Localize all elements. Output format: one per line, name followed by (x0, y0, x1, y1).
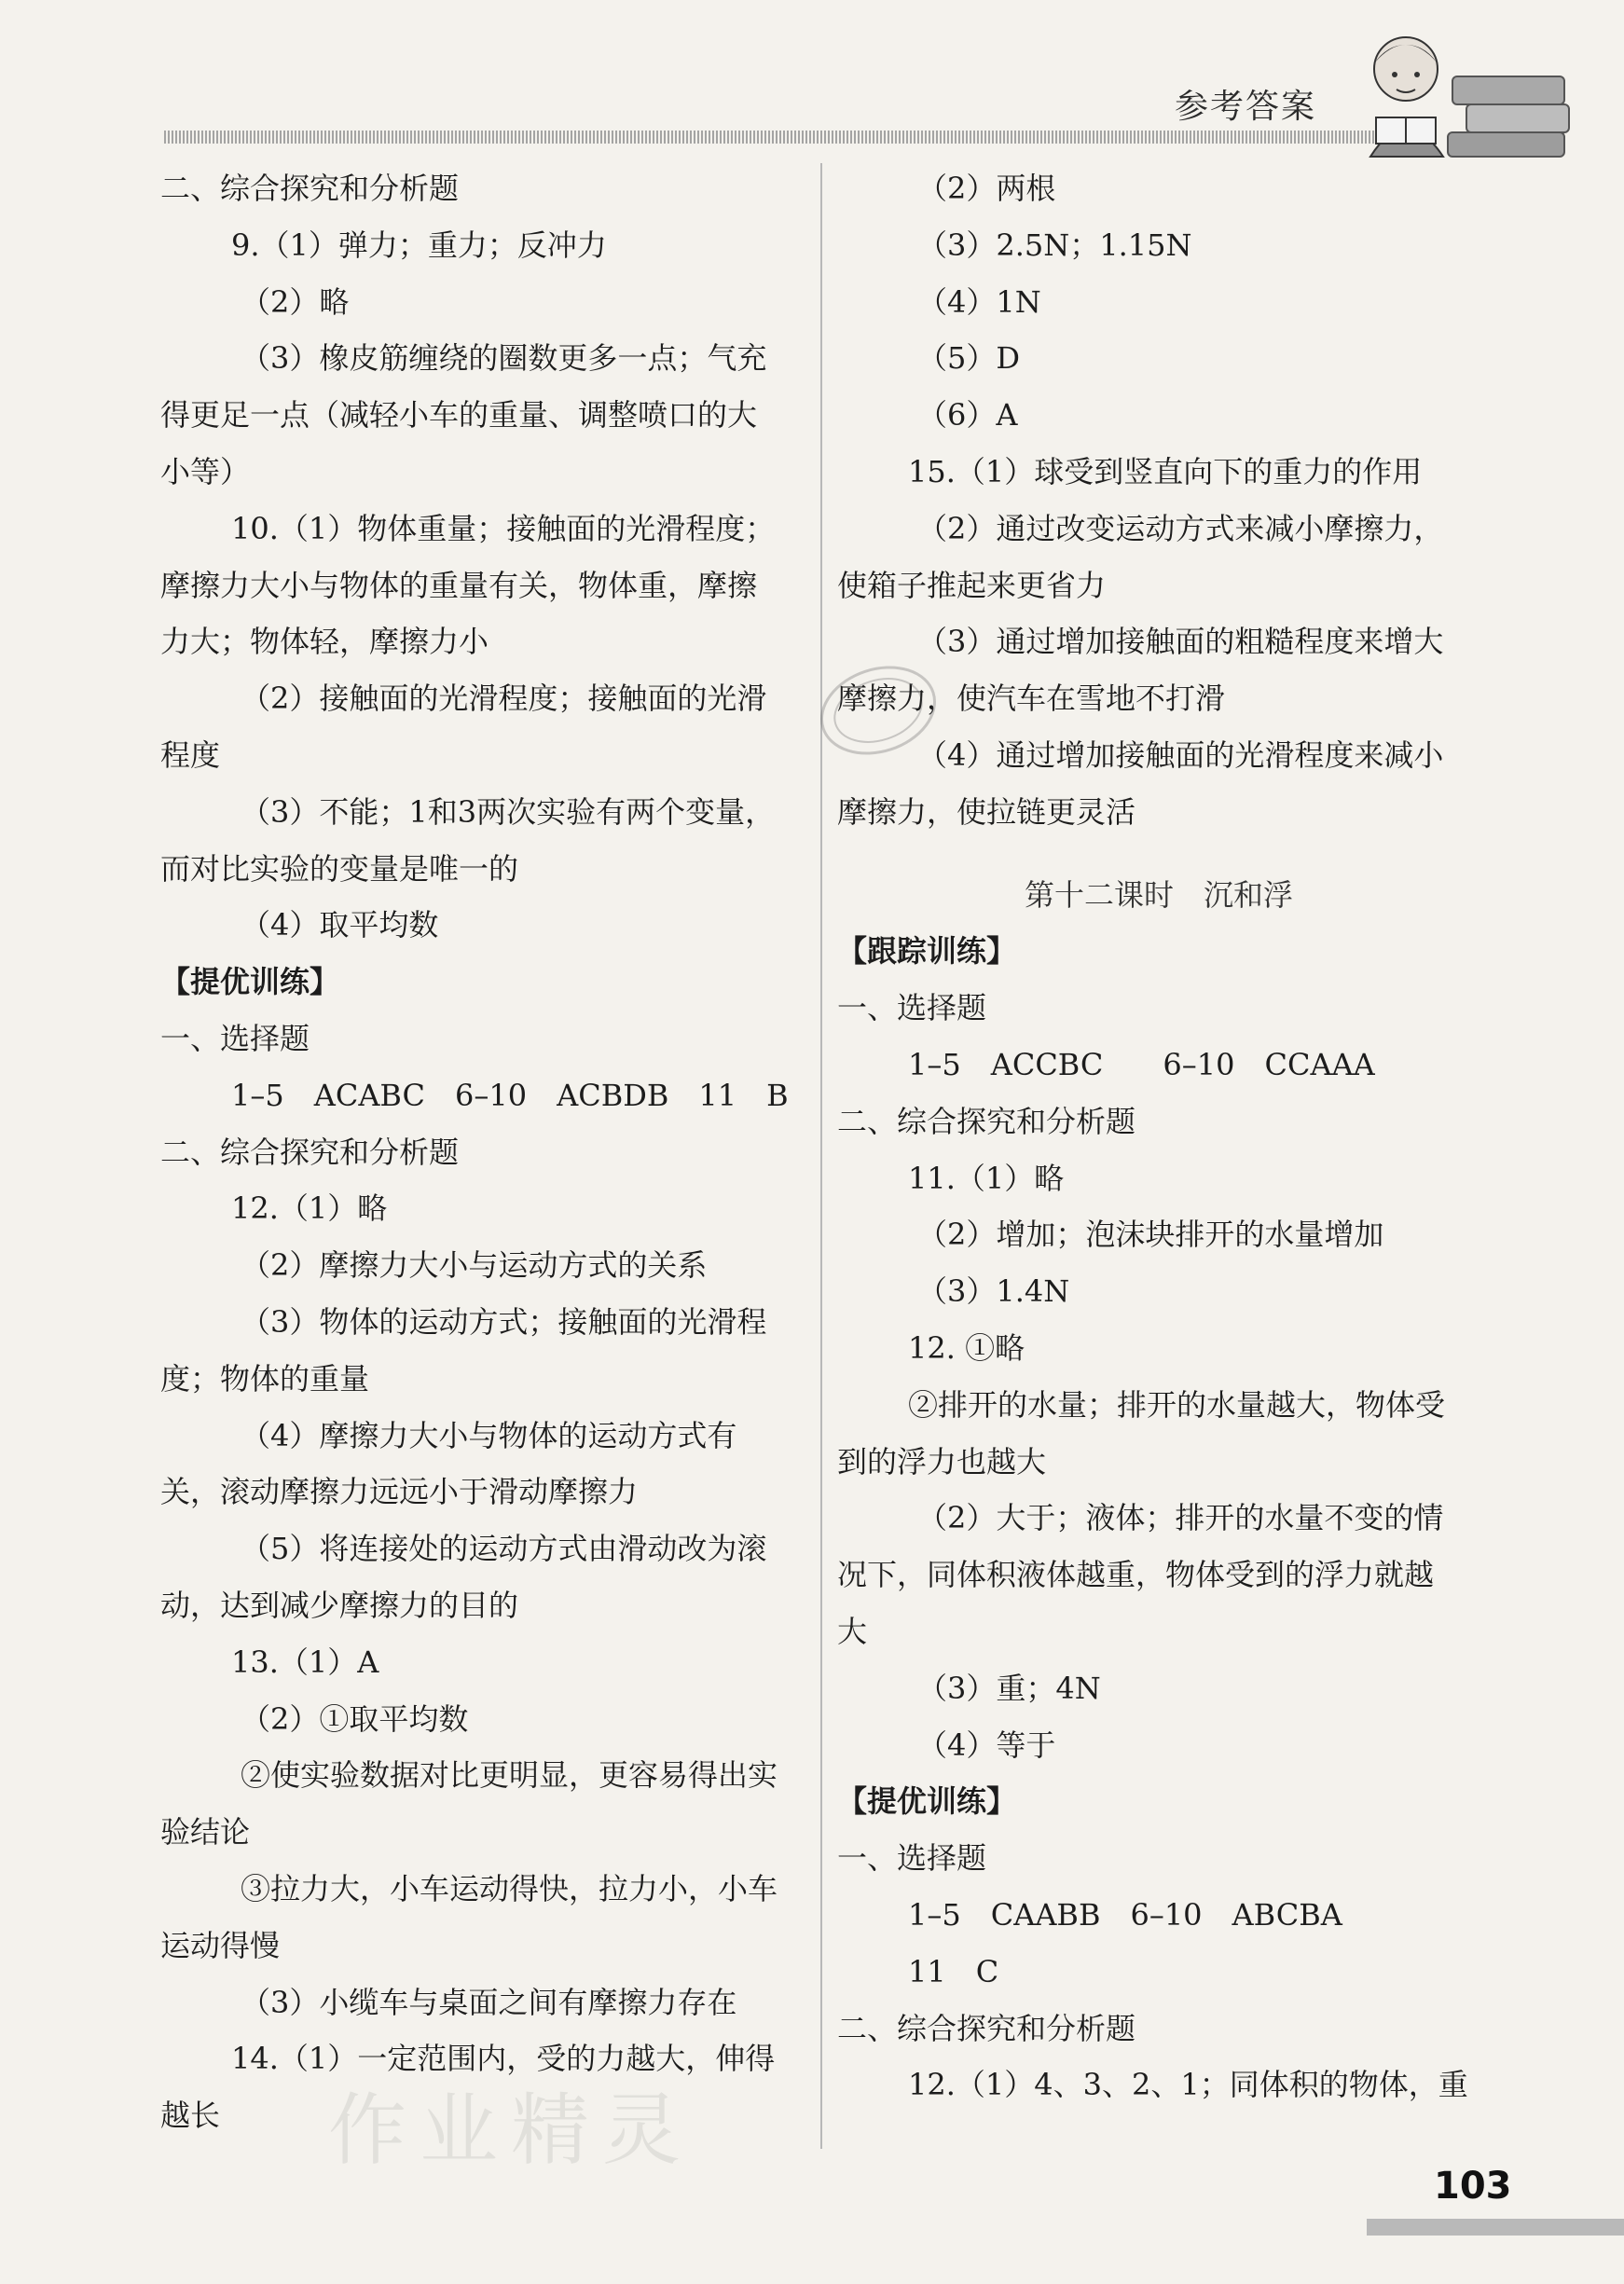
text-line: 程度 (160, 736, 221, 773)
reading-boy-icon (1350, 21, 1574, 160)
text-line: ③拉力大，小车运动得快，拉力小，小车 (241, 1870, 778, 1906)
left-column (160, 160, 804, 2144)
text-line: 摩擦力，使汽车在雪地不打滑 (837, 681, 1226, 717)
text-line: （2）通过改变运动方式来减小摩擦力， (917, 510, 1444, 546)
text-line: （3）小缆车与桌面之间有摩擦力存在 (241, 1984, 737, 2020)
text-line: （4）等于 (917, 1727, 1056, 1763)
header-title: 参考答案 (1174, 88, 1316, 126)
text-line: 关，滚动摩擦力远远小于滑动摩擦力 (160, 1474, 639, 1510)
text-line: 12. ①略 (908, 1329, 1025, 1366)
text-line: 摩擦力，使拉链更灵活 (837, 793, 1136, 830)
text-line: （3）物体的运动方式；接触面的光滑程 (241, 1303, 767, 1340)
text-line: 得更足一点（减轻小车的重量、调整喷口的大 (160, 397, 758, 433)
text-line: （3）不能；1和3两次实验有两个变量， (241, 793, 776, 830)
text-line: （2）两根 (917, 171, 1056, 206)
text-line: 运动得慢 (160, 1927, 281, 1963)
text-line: （3）橡皮筋缠绕的圈数更多一点；气充 (241, 340, 767, 377)
text-line: （4）取平均数 (241, 907, 439, 943)
page-number: 103 (1434, 2165, 1512, 2208)
section-heading: 【跟踪训练】 (837, 933, 1017, 970)
text-line: 1–5 ACCBC 6–10 CCAAA (908, 1046, 1375, 1082)
text-line: 度；物体的重量 (160, 1360, 370, 1397)
text-line: 况下，同体积液体越重，物体受到的浮力就越 (837, 1557, 1435, 1593)
text-line: （2）略 (241, 283, 350, 320)
text-line: 二、综合探究和分析题 (160, 1134, 460, 1170)
text-line: （3）2.5N；1.15N (917, 227, 1192, 263)
text-line: 1–5 ACABC 6–10 ACBDB 11 B (231, 1077, 789, 1113)
page-number-bar (1367, 2219, 1624, 2236)
text-line: （3）通过增加接触面的粗糙程度来增大 (917, 624, 1444, 660)
text-line: （5）将连接处的运动方式由滑动改为滚 (241, 1531, 767, 1567)
text-line: （5）D (917, 340, 1021, 377)
text-line: （3）1.4N (917, 1273, 1070, 1310)
right-column (837, 160, 1480, 2113)
text-line: 大 (837, 1613, 868, 1649)
text-line: 15.（1）球受到竖直向下的重力的作用 (908, 453, 1423, 489)
text-line: 越长 (160, 2098, 221, 2134)
header-rule (164, 131, 1395, 144)
text-line: 小等） (160, 453, 251, 489)
spacer (837, 841, 1480, 867)
text-line: 验结论 (160, 1814, 251, 1851)
text-line: 一、选择题 (160, 1020, 310, 1056)
text-line: 摩擦力大小与物体的重量有关，物体重，摩擦 (160, 567, 758, 603)
text-line: （2）摩擦力大小与运动方式的关系 (241, 1247, 708, 1284)
text-line: 二、综合探究和分析题 (160, 171, 460, 206)
text-line: 到的浮力也越大 (837, 1443, 1047, 1479)
section-heading: 【提优训练】 (160, 964, 340, 1000)
text-line: 1–5 CAABB 6–10 ABCBA (908, 1896, 1342, 1933)
text-line: 一、选择题 (837, 1840, 987, 1877)
text-line: 13.（1）A (231, 1644, 379, 1680)
text-line: （2）增加；泡沫块排开的水量增加 (917, 1217, 1384, 1253)
text-line: （6）A (917, 397, 1018, 433)
text-line: （2）大于；液体；排开的水量不变的情 (917, 1500, 1444, 1536)
column-divider (820, 163, 822, 2149)
text-line: 12.（1）4、3、2、1；同体积的物体，重 (908, 2067, 1468, 2103)
text-line: （4）通过增加接触面的光滑程度来减小 (917, 736, 1444, 773)
text-line: ②排开的水量；排开的水量越大，物体受 (908, 1386, 1446, 1423)
text-line: 力大；物体轻，摩擦力小 (160, 624, 489, 660)
text-line: 11.（1）略 (908, 1160, 1065, 1196)
text-line: （2）①取平均数 (241, 1700, 469, 1737)
text-line: 一、选择题 (837, 990, 987, 1026)
text-line: 动，达到减少摩擦力的目的 (160, 1587, 519, 1623)
text-line: （2）接触面的光滑程度；接触面的光滑 (241, 681, 767, 717)
text-line: 14.（1）一定范围内，受的力越大，伸得 (231, 2041, 776, 2077)
text-line: （4）摩擦力大小与物体的运动方式有 (241, 1417, 737, 1453)
text-line: 二、综合探究和分析题 (837, 1103, 1136, 1139)
text-line: 使箱子推起来更省力 (837, 567, 1107, 603)
text-line: ②使实验数据对比更明显，更容易得出实 (241, 1757, 778, 1794)
text-line: 9.（1）弹力；重力；反冲力 (231, 227, 607, 263)
text-line: 而对比实验的变量是唯一的 (160, 850, 519, 887)
text-line: 12.（1）略 (231, 1190, 388, 1227)
text-line: 10.（1）物体重量；接触面的光滑程度； (231, 510, 776, 546)
watermark: 作业精灵 (328, 2084, 695, 2176)
text-line: （3）重；4N (917, 1670, 1101, 1706)
text-line: （4）1N (917, 283, 1041, 320)
lesson-title: 第十二课时 沉和浮 (1024, 876, 1293, 913)
text-line: 11 C (908, 1953, 999, 1989)
stamp-watermark-icon (813, 654, 943, 766)
section-heading: 【提优训练】 (837, 1783, 1017, 1820)
text-line: 二、综合探究和分析题 (837, 2010, 1136, 2046)
